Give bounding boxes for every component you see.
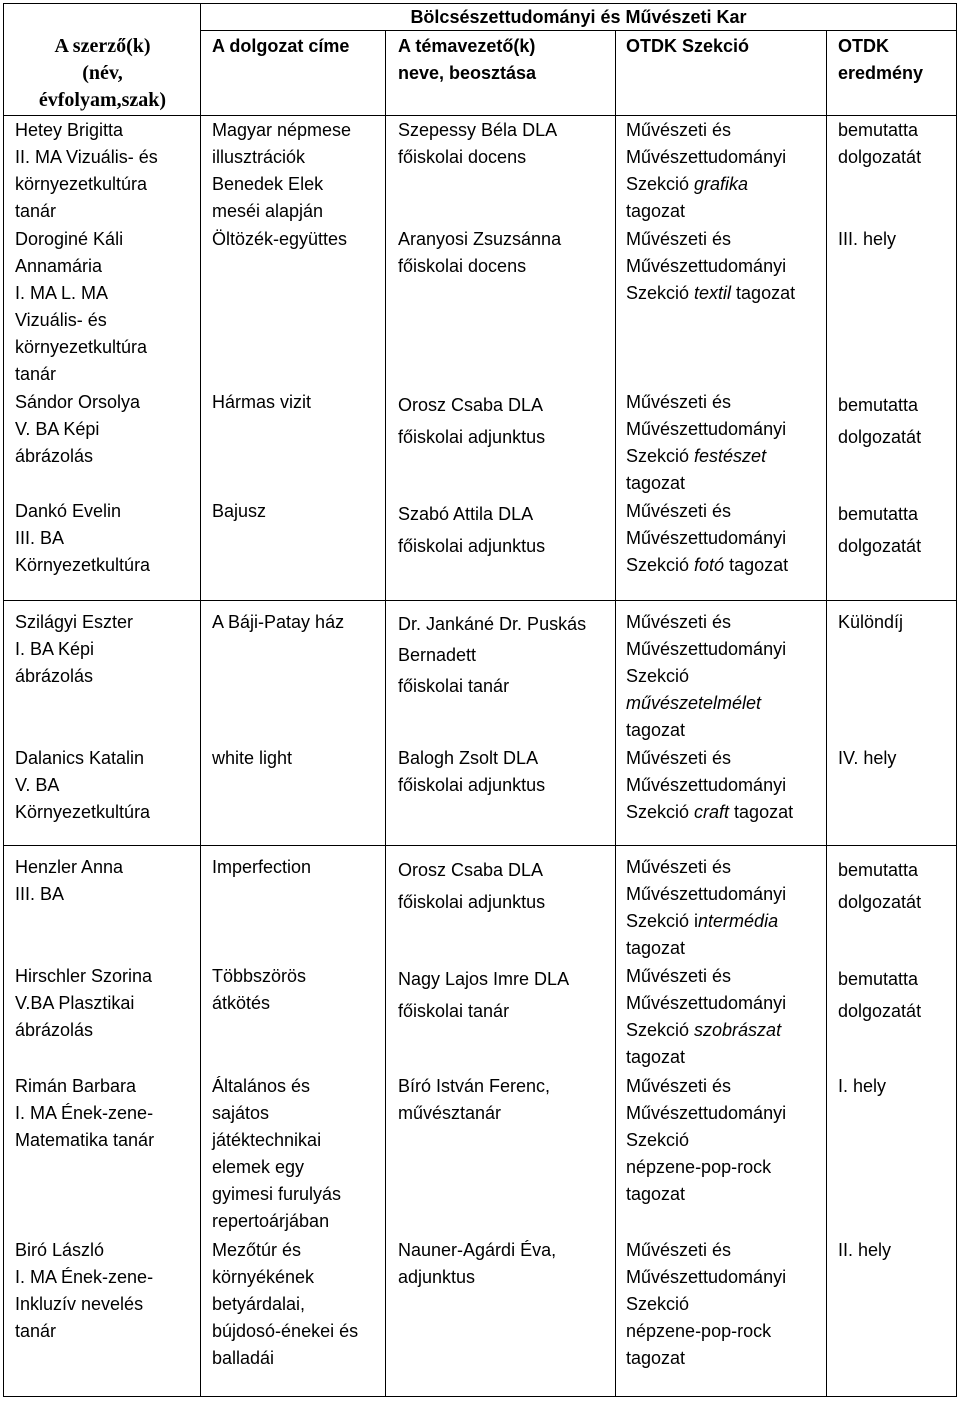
section-cell: Művészeti és Művészettudományi Szekció grafika tagozat: [626, 120, 787, 221]
col-rule-4: [826, 30, 827, 1397]
result-cell: bemutatta dolgozatát: [838, 120, 922, 167]
header-bottom-rule: [3, 115, 957, 116]
group-rule-1: [3, 600, 957, 601]
author-cell: Szilágyi Eszter I. BA Képi ábrázolás: [15, 612, 134, 686]
supervisor-cell: Nauner-Agárdi Éva, adjunktus: [398, 1240, 557, 1287]
result-cell: I. hely: [838, 1076, 887, 1096]
title-cell: Általános és sajátos játéktechnikai elemek egy gyimesi furulyás repertoárjában: [212, 1076, 342, 1231]
author-cell: Biró László I. MA Ének-zene- Inkluzív nevelés tanár: [15, 1240, 154, 1341]
author-cell: Rimán Barbara I. MA Ének-zene- Matematika tanár: [15, 1076, 155, 1150]
supervisor-cell: Dr. Jankáné Dr. Puskás Bernadett főiskolai tanár: [398, 614, 587, 696]
section-cell: Művészeti és Művészettudományi Szekció festészet tagozat: [626, 392, 787, 493]
section-cell: Művészeti és Művészettudományi Szekció népzene-pop-rock tagozat: [626, 1240, 787, 1368]
faculty-title: Bölcsészettudományi és Művészeti Kar: [410, 7, 747, 27]
section-cell: Művészeti és Művészettudományi Szekció művészetelmélet tagozat: [626, 612, 787, 740]
title-cell: A Báji-Patay ház: [212, 612, 345, 632]
result-cell: Különdíj: [838, 612, 904, 632]
author-cell: Dankó Evelin III. BA Környezetkultúra: [15, 501, 151, 575]
author-cell: Hetey Brigitta II. MA Vizuális- és környezetkultúra tanár: [15, 120, 158, 221]
section-cell: Művészeti és Művészettudományi Szekció szobrászat tagozat: [626, 966, 787, 1067]
supervisor-cell: Aranyosi Zsuzsánna főiskolai docens: [398, 229, 562, 276]
group-rule-2: [3, 845, 957, 846]
author-cell: Doroginé Káli Annamária I. MA L. MA Vizuális- és környezetkultúra tanár: [15, 229, 148, 384]
header-title: A dolgozat címe: [212, 36, 350, 56]
supervisor-cell: Orosz Csaba DLA főiskolai adjunktus: [398, 860, 546, 912]
result-cell: bemutatta dolgozatát: [838, 969, 922, 1021]
section-cell: Művészeti és Művészettudományi Szekció intermédia tagozat: [626, 857, 787, 958]
section-cell: Művészeti és Művészettudományi Szekció craft tagozat: [626, 748, 794, 822]
result-cell: bemutatta dolgozatát: [838, 504, 922, 556]
title-cell: Mezőtúr és környékének betyárdalai, bújdosó-énekei és balladái: [212, 1240, 359, 1368]
section-cell: Művészeti és Művészettudományi Szekció fotó tagozat: [626, 501, 789, 575]
section-cell: Művészeti és Művészettudományi Szekció népzene-pop-rock tagozat: [626, 1076, 787, 1204]
author-cell: Hirschler Szorina V.BA Plasztikai ábrázolás: [15, 966, 153, 1040]
supervisor-cell: Nagy Lajos Imre DLA főiskolai tanár: [398, 969, 570, 1021]
author-cell: Sándor Orsolya V. BA Képi ábrázolás: [15, 392, 141, 466]
author-cell: Henzler Anna III. BA: [15, 857, 124, 904]
title-cell: Öltözék-együttes: [212, 229, 348, 249]
header-rule: [200, 30, 957, 31]
header-result: OTDK eredmény: [838, 36, 924, 83]
title-cell: Imperfection: [212, 857, 312, 877]
header-section: OTDK Szekció: [626, 36, 750, 56]
result-cell: bemutatta dolgozatát: [838, 860, 922, 912]
author-cell: Dalanics Katalin V. BA Környezetkultúra: [15, 748, 151, 822]
result-cell: III. hely: [838, 229, 897, 249]
result-cell: II. hely: [838, 1240, 892, 1260]
supervisor-cell: Bíró István Ferenc, művésztanár: [398, 1076, 551, 1123]
header-author: A szerző(k) (név, évfolyam,szak): [38, 35, 167, 111]
header-supervisor: A témavezető(k) neve, beosztása: [398, 36, 537, 83]
col-rule-3: [615, 30, 616, 1397]
title-cell: Bajusz: [212, 501, 267, 521]
col-rule-1: [200, 3, 201, 1397]
result-cell: IV. hely: [838, 748, 897, 768]
title-cell: white light: [212, 748, 293, 768]
supervisor-cell: Orosz Csaba DLA főiskolai adjunktus: [398, 395, 546, 447]
title-cell: Többszörös átkötés: [212, 966, 307, 1013]
col-rule-2: [385, 30, 386, 1397]
title-cell: Hármas vizit: [212, 392, 312, 412]
section-cell: Művészeti és Művészettudományi Szekció textil tagozat: [626, 229, 796, 303]
supervisor-cell: Szepessy Béla DLA főiskolai docens: [398, 120, 558, 167]
supervisor-cell: Szabó Attila DLA főiskolai adjunktus: [398, 504, 546, 556]
result-cell: bemutatta dolgozatát: [838, 395, 922, 447]
title-cell: Magyar népmese illusztrációk Benedek Elek meséi alapján: [212, 120, 352, 221]
supervisor-cell: Balogh Zsolt DLA főiskolai adjunktus: [398, 748, 546, 795]
